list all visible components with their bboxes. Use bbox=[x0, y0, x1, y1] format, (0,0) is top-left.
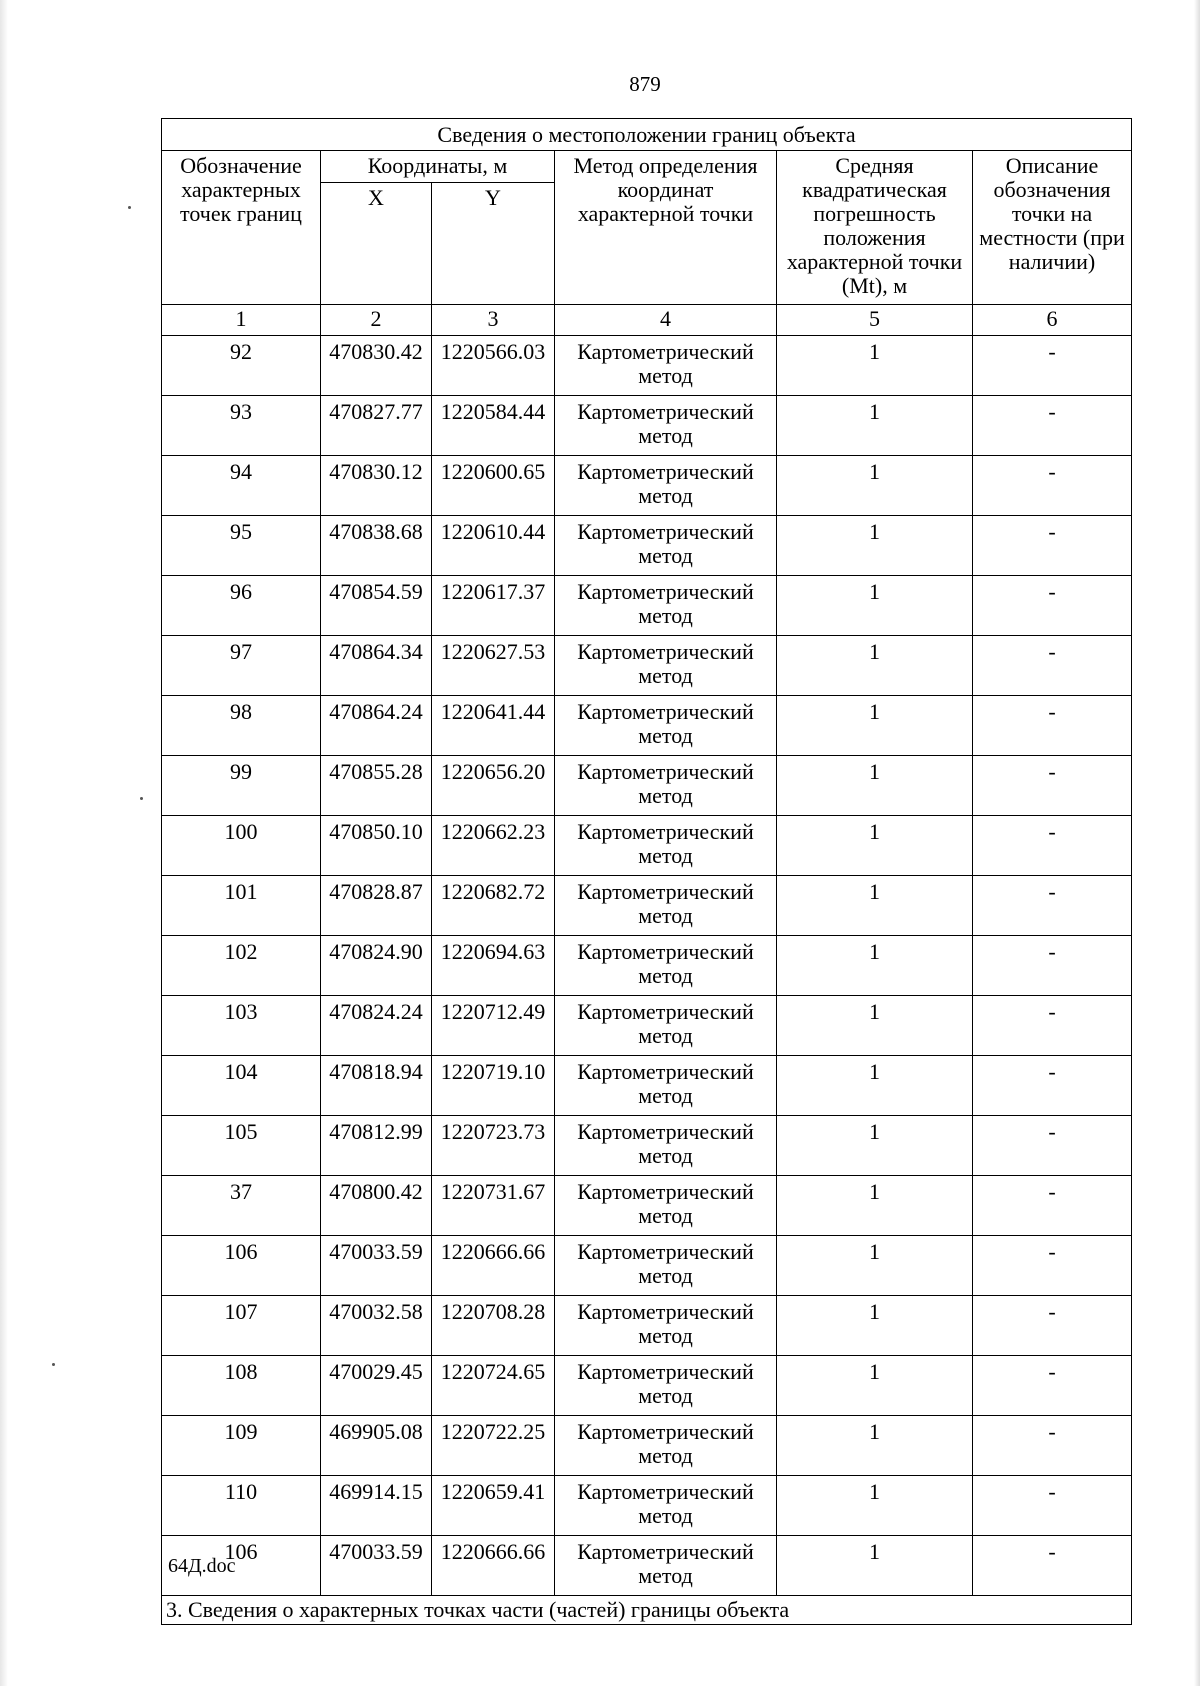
header-designation: Обозначение характерных точек границ bbox=[162, 151, 321, 305]
x-coordinate-cell: 470830.42 bbox=[321, 336, 432, 396]
column-number: 1 bbox=[162, 305, 321, 336]
method-line-1: Картометрический bbox=[577, 999, 754, 1024]
method-cell bbox=[555, 516, 777, 576]
y-coordinate-cell: 1220682.72 bbox=[432, 876, 555, 936]
method-cell bbox=[555, 456, 777, 516]
point-id-cell: 107 bbox=[162, 1296, 321, 1356]
point-id-cell: 99 bbox=[162, 756, 321, 816]
method-line-2: метод bbox=[638, 663, 693, 688]
x-coordinate-cell: 470827.77 bbox=[321, 396, 432, 456]
method-line-2: метод bbox=[638, 1383, 693, 1408]
method-line-2: метод bbox=[638, 1143, 693, 1168]
x-coordinate-cell: 470818.94 bbox=[321, 1056, 432, 1116]
point-id-cell: 37 bbox=[162, 1176, 321, 1236]
method-line-2: метод bbox=[638, 363, 693, 388]
y-coordinate-cell: 1220708.28 bbox=[432, 1296, 555, 1356]
x-coordinate-cell: 469914.15 bbox=[321, 1476, 432, 1536]
point-id-cell: 102 bbox=[162, 936, 321, 996]
method-line-1: Картометрический bbox=[577, 1119, 754, 1144]
y-coordinate-cell: 1220731.67 bbox=[432, 1176, 555, 1236]
x-coordinate-cell: 470830.12 bbox=[321, 456, 432, 516]
description-cell: - bbox=[973, 876, 1132, 936]
mt-error-cell: 1 bbox=[777, 456, 973, 516]
table-row bbox=[162, 336, 1132, 396]
point-id-cell: 108 bbox=[162, 1356, 321, 1416]
method-cell bbox=[555, 1056, 777, 1116]
method-line-2: метод bbox=[638, 543, 693, 568]
description-cell: - bbox=[973, 516, 1132, 576]
method-line-1: Картометрический bbox=[577, 879, 754, 904]
x-coordinate-cell: 470828.87 bbox=[321, 876, 432, 936]
table-row bbox=[162, 1356, 1132, 1416]
x-coordinate-cell: 470033.59 bbox=[321, 1236, 432, 1296]
y-coordinate-cell: 1220712.49 bbox=[432, 996, 555, 1056]
description-cell: - bbox=[973, 1416, 1132, 1476]
method-line-1: Картометрический bbox=[577, 819, 754, 844]
method-line-1: Картометрический bbox=[577, 339, 754, 364]
description-cell: - bbox=[973, 576, 1132, 636]
method-cell bbox=[555, 696, 777, 756]
method-cell bbox=[555, 1416, 777, 1476]
method-line-1: Картометрический bbox=[577, 1179, 754, 1204]
table-row bbox=[162, 996, 1132, 1056]
point-id-cell: 106 bbox=[162, 1236, 321, 1296]
y-coordinate-cell: 1220641.44 bbox=[432, 696, 555, 756]
table-row bbox=[162, 1536, 1132, 1596]
method-cell bbox=[555, 1356, 777, 1416]
point-id-cell: 94 bbox=[162, 456, 321, 516]
description-cell: - bbox=[973, 1476, 1132, 1536]
column-number: 4 bbox=[555, 305, 777, 336]
point-id-cell: 104 bbox=[162, 1056, 321, 1116]
table-row bbox=[162, 756, 1132, 816]
header-error: Средняя квадратическая погрешность положения характерной точки (Mt), м bbox=[777, 151, 973, 305]
method-line-1: Картометрический bbox=[577, 1539, 754, 1564]
table-row bbox=[162, 816, 1132, 876]
method-line-2: метод bbox=[638, 723, 693, 748]
method-cell bbox=[555, 1296, 777, 1356]
method-line-2: метод bbox=[638, 1023, 693, 1048]
method-line-2: метод bbox=[638, 843, 693, 868]
point-id-cell: 101 bbox=[162, 876, 321, 936]
method-line-1: Картометрический bbox=[577, 639, 754, 664]
mt-error-cell: 1 bbox=[777, 876, 973, 936]
method-cell bbox=[555, 1236, 777, 1296]
x-coordinate-cell: 470032.58 bbox=[321, 1296, 432, 1356]
method-cell bbox=[555, 876, 777, 936]
y-coordinate-cell: 1220724.65 bbox=[432, 1356, 555, 1416]
point-id-cell: 103 bbox=[162, 996, 321, 1056]
method-line-2: метод bbox=[638, 1503, 693, 1528]
method-cell bbox=[555, 996, 777, 1056]
table-row bbox=[162, 1116, 1132, 1176]
method-line-2: метод bbox=[638, 423, 693, 448]
point-id-cell: 100 bbox=[162, 816, 321, 876]
mt-error-cell: 1 bbox=[777, 1176, 973, 1236]
point-id-cell: 92 bbox=[162, 336, 321, 396]
description-cell: - bbox=[973, 1236, 1132, 1296]
description-cell: - bbox=[973, 396, 1132, 456]
column-number: 5 bbox=[777, 305, 973, 336]
y-coordinate-cell: 1220666.66 bbox=[432, 1236, 555, 1296]
table-row bbox=[162, 1416, 1132, 1476]
description-cell: - bbox=[973, 636, 1132, 696]
description-cell: - bbox=[973, 756, 1132, 816]
method-cell bbox=[555, 1476, 777, 1536]
description-cell: - bbox=[973, 696, 1132, 756]
table-row bbox=[162, 576, 1132, 636]
mt-error-cell: 1 bbox=[777, 1296, 973, 1356]
y-coordinate-cell: 1220600.65 bbox=[432, 456, 555, 516]
point-id-cell: 95 bbox=[162, 516, 321, 576]
table-row bbox=[162, 636, 1132, 696]
mt-error-cell: 1 bbox=[777, 1236, 973, 1296]
method-line-2: метод bbox=[638, 1203, 693, 1228]
x-coordinate-cell: 470855.28 bbox=[321, 756, 432, 816]
y-coordinate-cell: 1220627.53 bbox=[432, 636, 555, 696]
method-line-1: Картометрический bbox=[577, 1479, 754, 1504]
table-title: Сведения о местоположении границ объекта bbox=[162, 119, 1132, 151]
method-line-2: метод bbox=[638, 483, 693, 508]
mt-error-cell: 1 bbox=[777, 396, 973, 456]
mt-error-cell: 1 bbox=[777, 1356, 973, 1416]
method-cell bbox=[555, 576, 777, 636]
mt-error-cell: 1 bbox=[777, 936, 973, 996]
mt-error-cell: 1 bbox=[777, 576, 973, 636]
scan-edge-right bbox=[1194, 0, 1200, 1686]
method-cell bbox=[555, 396, 777, 456]
point-id-cell: 109 bbox=[162, 1416, 321, 1476]
header-y: Y bbox=[432, 183, 555, 305]
method-line-2: метод bbox=[638, 1443, 693, 1468]
scan-speck bbox=[52, 1363, 55, 1366]
method-cell bbox=[555, 1536, 777, 1596]
page-number: 879 bbox=[629, 72, 661, 96]
point-id-cell: 105 bbox=[162, 1116, 321, 1176]
method-line-1: Картометрический bbox=[577, 1359, 754, 1384]
point-id-cell: 110 bbox=[162, 1476, 321, 1536]
mt-error-cell: 1 bbox=[777, 1056, 973, 1116]
method-line-1: Картометрический bbox=[577, 939, 754, 964]
method-line-2: метод bbox=[638, 1263, 693, 1288]
scan-speck bbox=[128, 206, 131, 209]
y-coordinate-cell: 1220659.41 bbox=[432, 1476, 555, 1536]
scan-edge-left bbox=[0, 0, 8, 1686]
method-line-1: Картометрический bbox=[577, 579, 754, 604]
header-description: Описание обозначения точки на местности (при наличии) bbox=[973, 151, 1132, 305]
table-row bbox=[162, 1236, 1132, 1296]
point-id-cell: 97 bbox=[162, 636, 321, 696]
description-cell: - bbox=[973, 1056, 1132, 1116]
y-coordinate-cell: 1220694.63 bbox=[432, 936, 555, 996]
header-x: X bbox=[321, 183, 432, 305]
y-coordinate-cell: 1220723.73 bbox=[432, 1116, 555, 1176]
method-cell bbox=[555, 816, 777, 876]
point-id-cell: 96 bbox=[162, 576, 321, 636]
mt-error-cell: 1 bbox=[777, 1116, 973, 1176]
document-filename: 64Д.doc bbox=[168, 1555, 236, 1577]
table-body bbox=[162, 336, 1132, 1596]
x-coordinate-cell: 469905.08 bbox=[321, 1416, 432, 1476]
method-line-1: Картометрический bbox=[577, 1299, 754, 1324]
boundary-table-container bbox=[161, 118, 1131, 1625]
table-row bbox=[162, 516, 1132, 576]
mt-error-cell: 1 bbox=[777, 1476, 973, 1536]
scan-speck bbox=[140, 797, 143, 800]
y-coordinate-cell: 1220662.23 bbox=[432, 816, 555, 876]
description-cell: - bbox=[973, 936, 1132, 996]
point-id-cell: 106 bbox=[162, 1536, 321, 1596]
point-id-cell: 93 bbox=[162, 396, 321, 456]
table-row bbox=[162, 696, 1132, 756]
method-line-1: Картометрический bbox=[577, 1059, 754, 1084]
mt-error-cell: 1 bbox=[777, 1416, 973, 1476]
boundary-points-table bbox=[161, 118, 1132, 1625]
mt-error-cell: 1 bbox=[777, 1536, 973, 1596]
method-line-2: метод bbox=[638, 1563, 693, 1588]
mt-error-cell: 1 bbox=[777, 516, 973, 576]
table-row bbox=[162, 936, 1132, 996]
column-number: 2 bbox=[321, 305, 432, 336]
mt-error-cell: 1 bbox=[777, 696, 973, 756]
column-number-row bbox=[162, 305, 1132, 336]
y-coordinate-cell: 1220566.03 bbox=[432, 336, 555, 396]
y-coordinate-cell: 1220617.37 bbox=[432, 576, 555, 636]
method-line-1: Картометрический bbox=[577, 399, 754, 424]
table-row bbox=[162, 876, 1132, 936]
x-coordinate-cell: 470824.24 bbox=[321, 996, 432, 1056]
point-id-cell: 98 bbox=[162, 696, 321, 756]
x-coordinate-cell: 470854.59 bbox=[321, 576, 432, 636]
method-cell bbox=[555, 756, 777, 816]
method-cell bbox=[555, 636, 777, 696]
mt-error-cell: 1 bbox=[777, 756, 973, 816]
description-cell: - bbox=[973, 1176, 1132, 1236]
y-coordinate-cell: 1220722.25 bbox=[432, 1416, 555, 1476]
table-row bbox=[162, 1056, 1132, 1116]
section-3-heading: 3. Сведения о характерных точках части (частей) границы объекта bbox=[162, 1596, 1132, 1625]
method-line-2: метод bbox=[638, 1323, 693, 1348]
x-coordinate-cell: 470033.59 bbox=[321, 1536, 432, 1596]
method-line-1: Картометрический bbox=[577, 519, 754, 544]
method-line-1: Картометрический bbox=[577, 759, 754, 784]
x-coordinate-cell: 470864.34 bbox=[321, 636, 432, 696]
header-coordinates: Координаты, м bbox=[321, 151, 555, 183]
mt-error-cell: 1 bbox=[777, 816, 973, 876]
method-line-2: метод bbox=[638, 903, 693, 928]
description-cell: - bbox=[973, 816, 1132, 876]
x-coordinate-cell: 470850.10 bbox=[321, 816, 432, 876]
description-cell: - bbox=[973, 1356, 1132, 1416]
method-line-1: Картометрический bbox=[577, 1419, 754, 1444]
table-row bbox=[162, 456, 1132, 516]
y-coordinate-cell: 1220656.20 bbox=[432, 756, 555, 816]
method-line-2: метод bbox=[638, 603, 693, 628]
table-row bbox=[162, 1476, 1132, 1536]
column-number: 3 bbox=[432, 305, 555, 336]
x-coordinate-cell: 470864.24 bbox=[321, 696, 432, 756]
method-cell bbox=[555, 936, 777, 996]
method-cell bbox=[555, 1116, 777, 1176]
description-cell: - bbox=[973, 1536, 1132, 1596]
mt-error-cell: 1 bbox=[777, 636, 973, 696]
method-line-1: Картометрический bbox=[577, 459, 754, 484]
y-coordinate-cell: 1220666.66 bbox=[432, 1536, 555, 1596]
description-cell: - bbox=[973, 336, 1132, 396]
table-row bbox=[162, 1296, 1132, 1356]
x-coordinate-cell: 470800.42 bbox=[321, 1176, 432, 1236]
y-coordinate-cell: 1220610.44 bbox=[432, 516, 555, 576]
description-cell: - bbox=[973, 1116, 1132, 1176]
method-line-1: Картометрический bbox=[577, 1239, 754, 1264]
mt-error-cell: 1 bbox=[777, 336, 973, 396]
method-line-1: Картометрический bbox=[577, 699, 754, 724]
method-cell bbox=[555, 336, 777, 396]
header-method: Метод определения координат характерной точки bbox=[555, 151, 777, 305]
method-cell bbox=[555, 1176, 777, 1236]
column-number: 6 bbox=[973, 305, 1132, 336]
table-row bbox=[162, 396, 1132, 456]
method-line-2: метод bbox=[638, 1083, 693, 1108]
x-coordinate-cell: 470838.68 bbox=[321, 516, 432, 576]
description-cell: - bbox=[973, 1296, 1132, 1356]
x-coordinate-cell: 470029.45 bbox=[321, 1356, 432, 1416]
method-line-2: метод bbox=[638, 783, 693, 808]
x-coordinate-cell: 470812.99 bbox=[321, 1116, 432, 1176]
x-coordinate-cell: 470824.90 bbox=[321, 936, 432, 996]
method-line-2: метод bbox=[638, 963, 693, 988]
table-row bbox=[162, 1176, 1132, 1236]
description-cell: - bbox=[973, 456, 1132, 516]
mt-error-cell: 1 bbox=[777, 996, 973, 1056]
y-coordinate-cell: 1220584.44 bbox=[432, 396, 555, 456]
y-coordinate-cell: 1220719.10 bbox=[432, 1056, 555, 1116]
description-cell: - bbox=[973, 996, 1132, 1056]
